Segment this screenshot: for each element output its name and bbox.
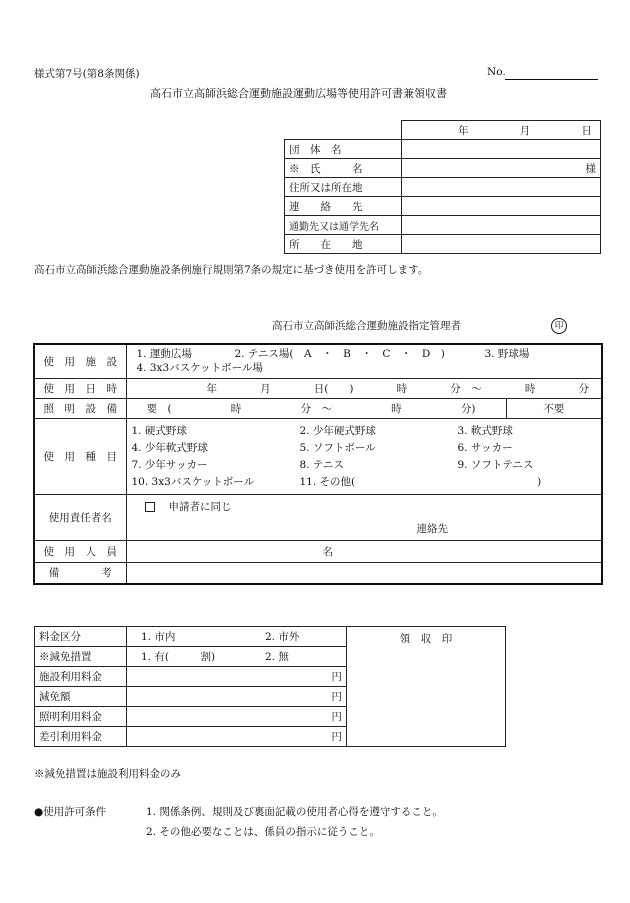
fee-category-label: 料金区分	[35, 627, 127, 647]
permission-statement: 高石市立高師浜総合運動施設条例施行規則第7条の規定に基づき使用を許可します。	[34, 264, 429, 276]
type-option[interactable]: 2. 少年硬式野球	[299, 425, 376, 437]
type-option[interactable]: 9. ソフトテニス	[457, 459, 534, 471]
reduction-amount-unit: 円	[127, 687, 347, 707]
contact-field[interactable]	[402, 197, 601, 216]
type-option[interactable]: 1. 硬式野球	[131, 425, 187, 437]
lighting-end-min: 分)	[460, 402, 476, 415]
type-option[interactable]: 7. 少年サッカー	[131, 459, 208, 471]
lighting-no[interactable]: 不要	[506, 398, 602, 418]
contact-label: 連 絡 先	[285, 197, 402, 216]
facility-fee-unit: 円	[127, 667, 347, 687]
type-option[interactable]: 5. ソフトボール	[299, 442, 376, 454]
document-title: 高石市立高師浜総合運動施設運動広場等使用許可書兼領収書	[150, 87, 447, 100]
type-option[interactable]: 10. 3x3バスケットボール	[131, 476, 255, 488]
datetime-end-min: 分	[578, 382, 589, 395]
lighting-fee-label: 照明利用料金	[35, 707, 127, 727]
group-name-label: 団 体 名	[285, 140, 402, 159]
fee-category-outside[interactable]: 2. 市外	[265, 631, 300, 643]
receipt-seal-label: 領 収 印	[347, 627, 506, 747]
applicant-name-label: ※ 氏 名	[285, 159, 402, 178]
address-label: 住所又は所在地	[285, 178, 402, 197]
group-name-field[interactable]	[402, 140, 601, 159]
type-option[interactable]: 6. サッカー	[457, 442, 513, 454]
reduction-no[interactable]: 2. 無	[265, 651, 289, 663]
type-options	[132, 423, 598, 489]
lighting-start-hour: 時	[230, 402, 242, 415]
usage-table	[33, 343, 603, 585]
type-option[interactable]: 3. 軟式野球	[457, 425, 513, 437]
net-fee-unit: 円	[127, 727, 347, 747]
datetime-month: 月	[260, 382, 271, 395]
lighting-fee-unit: 円	[127, 707, 347, 727]
people-unit: 名	[126, 540, 602, 562]
manager-name: 高石市立高師浜総合運動施設指定管理者	[272, 320, 461, 332]
type-option[interactable]: 8. テニス	[299, 459, 344, 471]
net-fee-label: 差引利用料金	[35, 727, 127, 747]
reduction-yes[interactable]: 1. 有( 割)	[141, 651, 216, 663]
facility-option-4[interactable]: 4. 3x3バスケットボール場	[136, 362, 263, 375]
datetime-day: 日( )	[313, 382, 354, 395]
facility-label: 使 用 施 設	[34, 344, 126, 378]
manager-seal: 印	[551, 318, 567, 334]
datetime-start-hour: 時	[396, 382, 408, 395]
condition-item-1: 1. 関係条例、規則及び裏面記載の使用者心得を遵守すること。	[146, 806, 443, 818]
datetime-label: 使 用 日 時	[34, 378, 126, 398]
location-label: 所 在 地	[285, 235, 402, 254]
applicant-name-field[interactable]: 様	[402, 159, 601, 178]
lighting-start-min: 分 ～	[300, 402, 332, 415]
lighting-label: 照 明 設 備	[34, 398, 126, 418]
date-year-label: 年	[458, 124, 469, 137]
same-as-applicant-label: 申請者に同じ	[168, 500, 232, 513]
facility-option-1[interactable]: 1. 運動広場	[136, 348, 192, 361]
number-label: No.	[487, 66, 506, 78]
people-label: 使 用 人 員	[34, 540, 126, 562]
conditions-label: ●使用許可条件	[34, 806, 107, 818]
type-option[interactable]: 4. 少年軟式野球	[131, 442, 208, 454]
reduction-amount-label: 減免額	[35, 687, 127, 707]
workplace-label: 通勤先又は通学先名	[285, 216, 402, 235]
checkbox-icon[interactable]	[145, 502, 155, 512]
address-field[interactable]	[402, 178, 601, 197]
form-id: 様式第7号(第8条関係)	[34, 68, 140, 80]
datetime-year: 年	[206, 382, 217, 395]
facility-fee-label: 施設利用料金	[35, 667, 127, 687]
contact-label: 連絡先	[416, 522, 448, 535]
remarks-field[interactable]	[126, 562, 602, 584]
date-day-label: 日	[581, 124, 592, 137]
fees-table	[34, 626, 506, 747]
lighting-end-hour: 時	[391, 402, 402, 415]
datetime-start-min: 分 ～	[450, 382, 482, 395]
reduction-label: ※減免措置	[35, 647, 127, 667]
type-label: 使 用 種 目	[34, 418, 126, 494]
type-option-other[interactable]: 11. その他( )	[299, 476, 542, 488]
date-month-label: 月	[519, 124, 531, 137]
facility-option-2[interactable]: 2. テニス場( A ・ B ・ C ・ D )	[234, 348, 445, 361]
condition-item-2: 2. その他必要なことは、係員の指示に従うこと。	[146, 826, 380, 838]
reduction-note: ※減免措置は施設利用料金のみ	[34, 768, 181, 780]
fee-category-city[interactable]: 1. 市内	[141, 631, 176, 643]
remarks-label: 備 考	[34, 562, 126, 584]
facility-option-3[interactable]: 3. 野球場	[484, 348, 530, 361]
datetime-end-hour: 時	[524, 382, 536, 395]
workplace-field[interactable]	[402, 216, 601, 235]
lighting-yes[interactable]: 要 (	[146, 402, 172, 415]
number-underline	[505, 79, 598, 80]
responsible-label: 使用責任者名	[34, 494, 126, 540]
applicant-table	[284, 120, 601, 254]
location-field[interactable]	[402, 235, 601, 254]
